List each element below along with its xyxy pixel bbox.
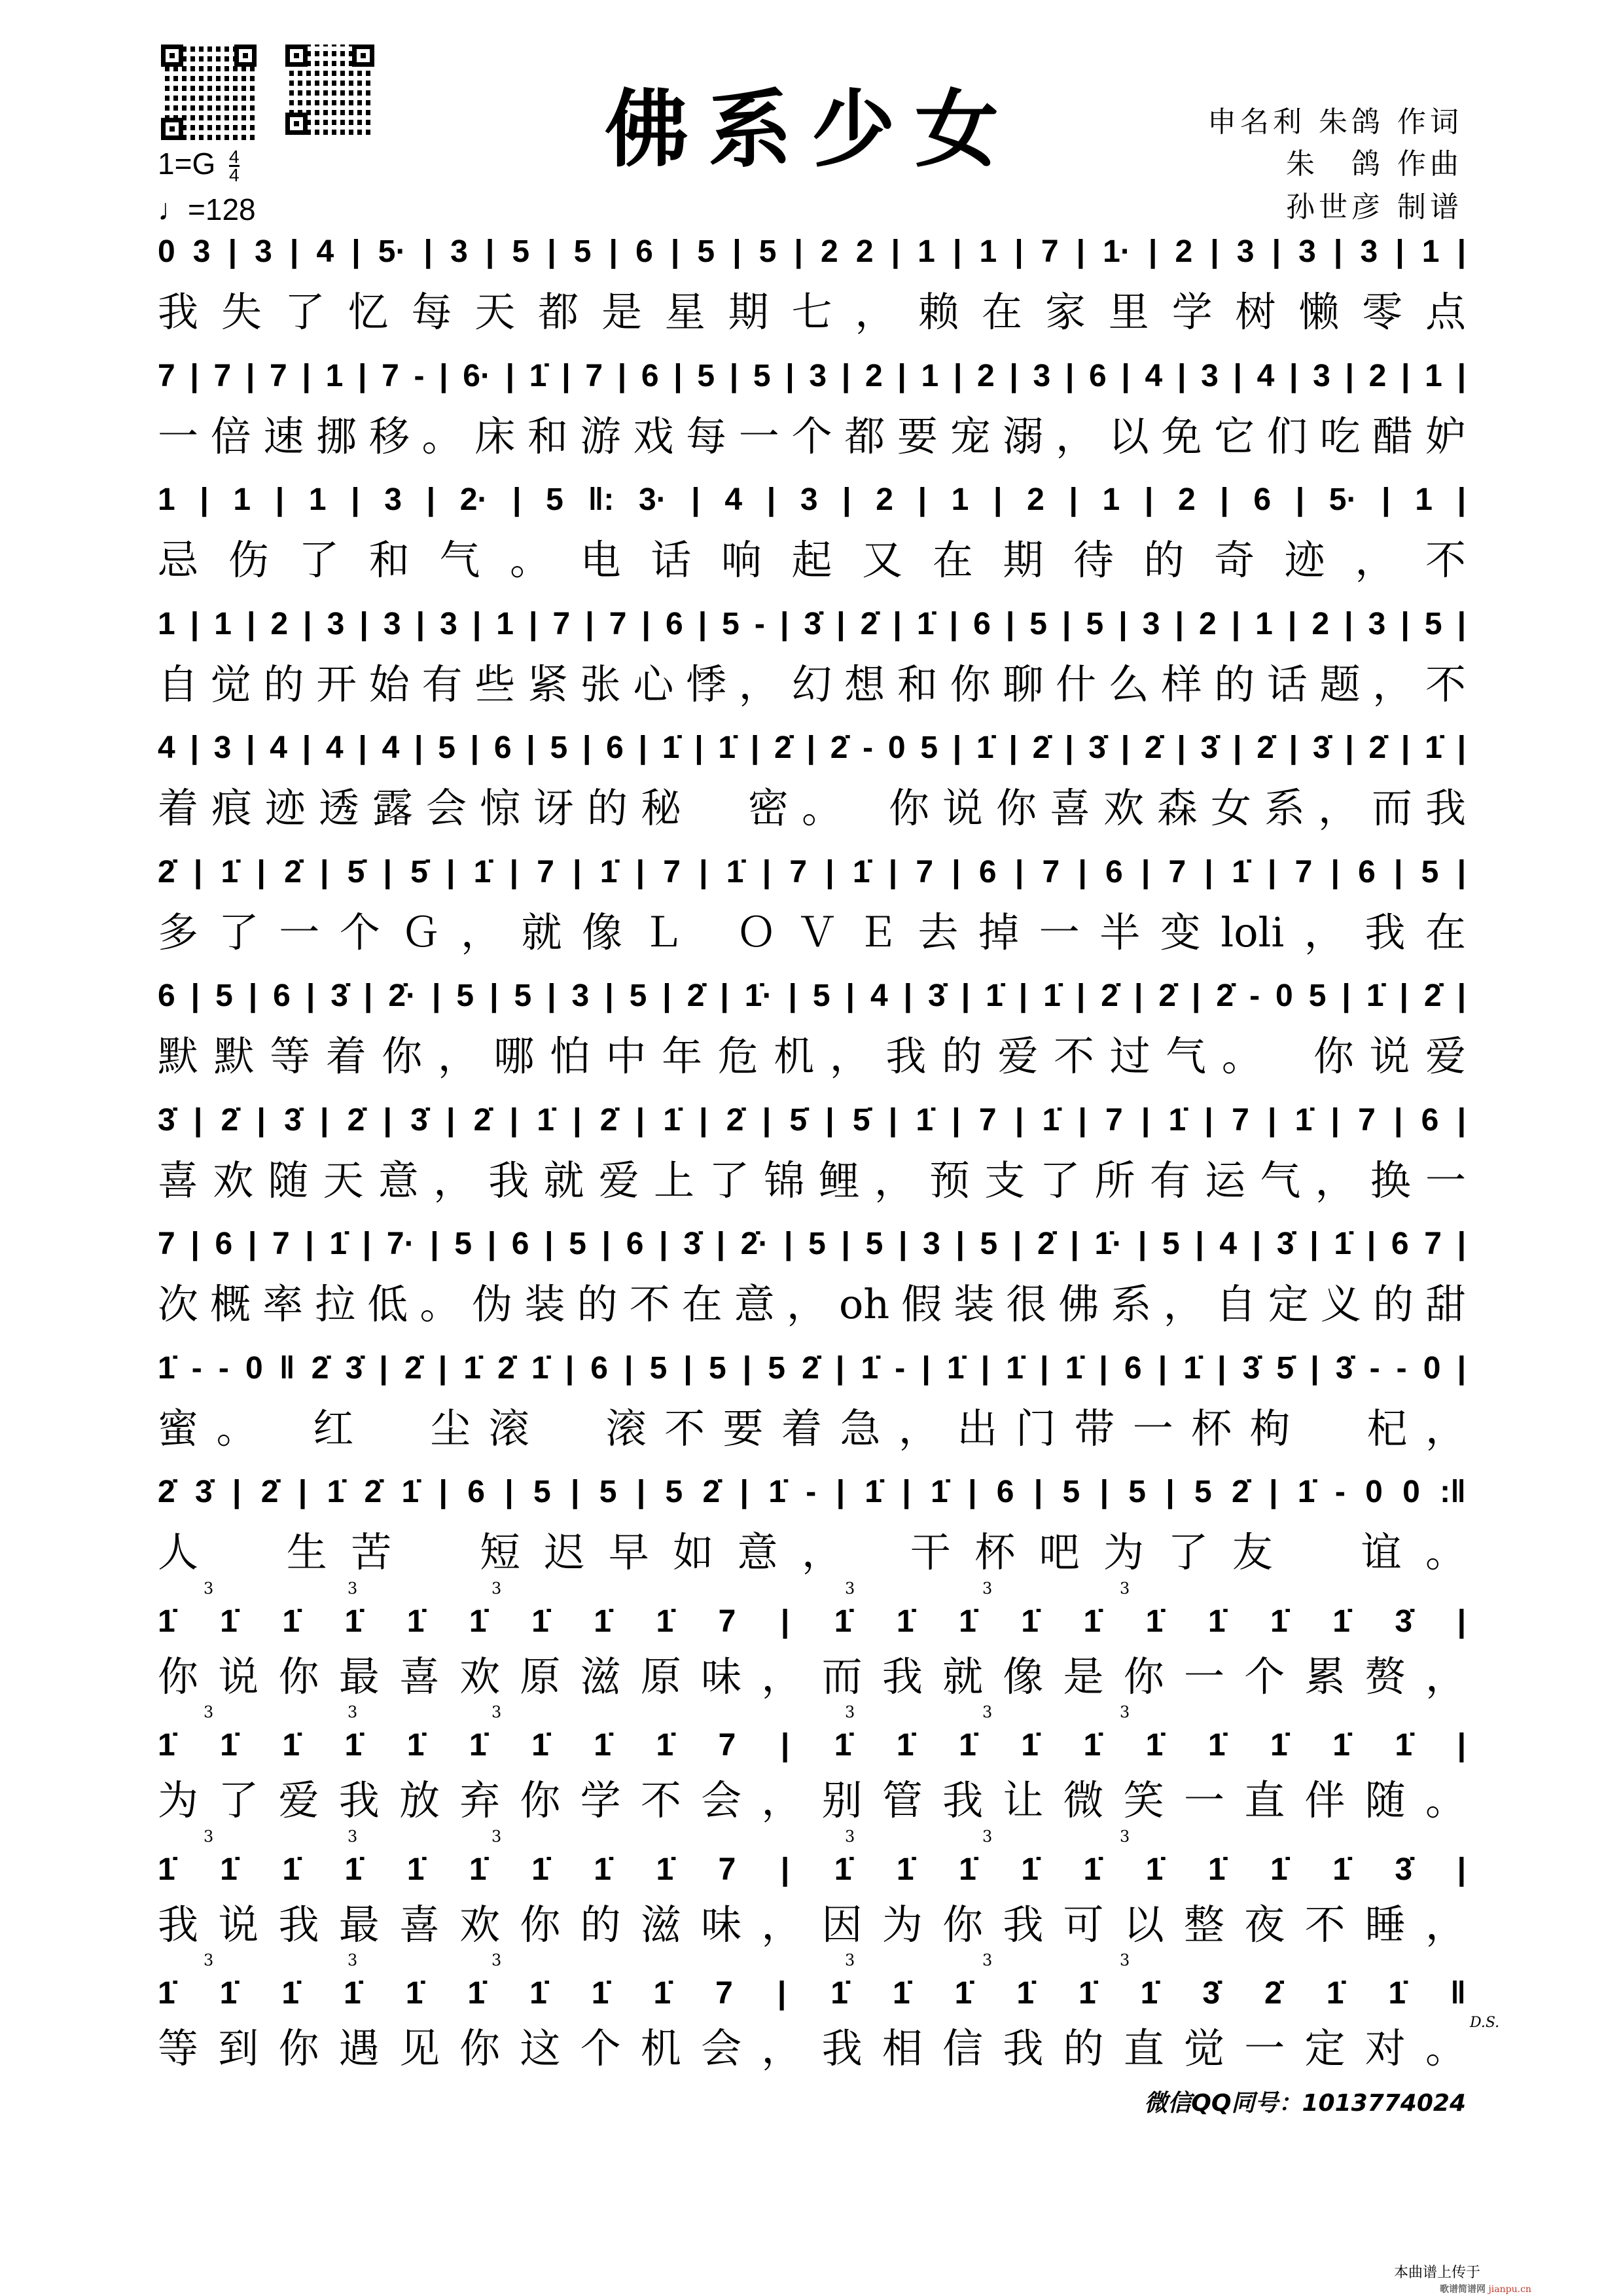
triplet-mark: 3 xyxy=(845,1951,855,1969)
triplet-mark: 3 xyxy=(204,1827,214,1846)
site-url: jianpu.cn xyxy=(1488,2284,1531,2295)
score-row xyxy=(158,232,1466,357)
triplet-mark: 3 xyxy=(982,1951,993,1969)
triplet-mark: 3 xyxy=(1120,1827,1130,1846)
score-row xyxy=(158,605,1466,729)
lyrics-line: 你说你最喜欢原滋原味，而我就像是你一个累赘， xyxy=(158,1652,1466,1700)
site-name: 歌谱简谱网 xyxy=(1440,2284,1486,2295)
score-row xyxy=(158,480,1466,605)
lyrics-line: 一倍速挪移。床和游戏每一个都要宠溺，以免它们吃醋妒 xyxy=(158,412,1466,460)
lyrics-line: 自觉的开始有些紧张心悸，幻想和你聊什么样的话题，不 xyxy=(158,660,1466,708)
lyrics-line: 蜜。 红 尘滚 滚不要着急，出门带一杯枸 杞， xyxy=(158,1404,1466,1452)
score-row xyxy=(158,1951,1466,2093)
notation-line: 1 | 1 | 1 | 3 | 2· | 5 ‖: 3· | 4 | 3 | 2 | 1 | 2 | 1 | 2 | 6 | 5· | 1 | xyxy=(158,482,1466,517)
triplet-mark: 3 xyxy=(982,1827,993,1846)
lyrics-line: 忌伤了和气。电话响起又在期待的奇迹，不 xyxy=(158,536,1466,584)
triplet-mark: 3 xyxy=(982,1703,993,1721)
notation-line: 1̇ 1̇ 1̇ 1̇ 1̇ 1̇ 1̇ 1̇ 1̇ 7 | 1̇ 1̇ 1̇ 1̇ 1̇ 1̇ 1̇ 1̇ 1̇ 3̇ | xyxy=(158,1604,1466,1639)
score-row xyxy=(158,1349,1466,1473)
site-watermark xyxy=(1440,2284,1531,2295)
triplet-mark: 3 xyxy=(491,1827,502,1846)
triplet-mark: 3 xyxy=(204,1703,214,1721)
contact-info: 微信QQ同号：1013774024 xyxy=(1144,2090,1466,2117)
lyrics-line: 我失了忆每天都是星期七，赖在家里学树懒零点 xyxy=(158,288,1466,336)
triplet-mark: 3 xyxy=(348,1827,358,1846)
notation-line: 7 | 6 | 7 | 1̇ | 7· | 5 | 6 | 5 | 6 | 3̇ | 2̇· | 5 | 5 | 3 | 5 | 2̇ | 1̇· | 5 | 4 | 3̇ | 1̇ | 6 7 | xyxy=(158,1227,1466,1261)
score-row xyxy=(158,853,1466,977)
score-row xyxy=(158,1225,1466,1349)
notation-line: 1̇ 1̇ 1̇ 1̇ 1̇ 1̇ 1̇ 1̇ 1̇ 7 | 1̇ 1̇ 1̇ 1̇ 1̇ 1̇ 1̇ 1̇ 1̇ 3̇ | xyxy=(158,1852,1466,1887)
triplet-mark: 3 xyxy=(204,1951,214,1969)
lyrics-line: 喜欢随天意，我就爱上了锦鲤，预支了所有运气，换一 xyxy=(158,1156,1466,1204)
lyrics-line: 我说我最喜欢你的滋味，因为你我可以整夜不睡， xyxy=(158,1900,1466,1948)
score-row xyxy=(158,728,1466,853)
notation-line: 2̇ 3̇ | 2̇ | 1̇ 2̇ 1̇ | 6 | 5 | 5 | 5 2̇ | 1̇ - | 1̇ | 1̇ | 6 | 5 | 5 | 5 2̇ | 1̇ - 0 0 :‖ xyxy=(158,1475,1466,1509)
notation-line: 1 | 1 | 2 | 3 | 3 | 3 | 1 | 7 | 7 | 6 | 5 - | 3̇ | 2̇ | 1̇ | 6 | 5 | 5 | 3 | 2 | 1 | 2 | 3 | 5 | xyxy=(158,606,1466,641)
triplet-mark: 3 xyxy=(348,1579,358,1598)
score-row xyxy=(158,1579,1466,1721)
score-row xyxy=(158,357,1466,481)
score xyxy=(158,232,1466,2093)
notation-line: 4 | 3 | 4 | 4 | 4 | 5 | 6 | 5 | 6 | 1̇ | 1̇ | 2̇ | 2̇ - 0 5 | 1̇ | 2̇ | 3̇ | 2̇ | 3̇ | 2̇ | 3̇ | 2̇ | 1̇ | xyxy=(158,730,1466,765)
lyrics-line: 默默等着你，哪怕中年危机，我的爱不过气。 你说爱 xyxy=(158,1032,1466,1080)
time-signature xyxy=(229,147,240,186)
score-row xyxy=(158,1827,1466,1969)
notation-line: 3̇ | 2̇ | 3̇ | 2̇ | 3̇ | 2̇ | 1̇ | 2̇ | 1̇ | 2̇ | 5̇ | 5̇ | 1̇ | 7 | 1̇ | 7 | 1̇ | 7 | 1̇ | 7 | 6 | xyxy=(158,1102,1466,1138)
notation-line: 7 | 7 | 7 | 1 | 7 - | 6· | 1̇ | 7 | 6 | 5 | 5 | 3 | 2 | 1 | 2 | 3 | 6 | 4 | 3 | 4 | 3 | 2 | 1 | xyxy=(158,358,1466,393)
notation-line: 1̇ 1̇ 1̇ 1̇ 1̇ 1̇ 1̇ 1̇ 1̇ 7 | 1̇ 1̇ 1̇ 1̇ 1̇ 1̇ 1̇ 1̇ 1̇ 1̇ | xyxy=(158,1728,1466,1763)
triplet-mark: 3 xyxy=(348,1703,358,1721)
notation-line: 1̇ 1̇ 1̇ 1̇ 1̇ 1̇ 1̇ 1̇ 1̇ 7 | 1̇ 1̇ 1̇ 1̇ 1̇ 1̇ 3̇ 2̇ 1̇ 1̇ ‖ xyxy=(158,1976,1466,2011)
score-row xyxy=(158,1101,1466,1225)
lyrics-line: 为了爱我放弃你学不会，别管我让微笑一直伴随。 xyxy=(158,1776,1466,1824)
triplet-mark: 3 xyxy=(1120,1579,1130,1598)
time-bottom: 4 xyxy=(229,165,240,186)
triplet-mark: 3 xyxy=(845,1827,855,1846)
score-row xyxy=(158,1473,1466,1597)
triplet-mark: 3 xyxy=(1120,1703,1130,1721)
key: 1=G xyxy=(158,147,216,181)
key-signature xyxy=(158,145,240,186)
lyrics-line: 等到你遇见你这个机会，我相信我的直觉一定对。 xyxy=(158,2024,1466,2072)
triplet-mark: 3 xyxy=(845,1703,855,1721)
song-title: 佛系少女 xyxy=(604,81,1018,179)
lyrics-line: 着痕迹透露会惊讶的秘 密。 你说你喜欢森女系，而我 xyxy=(158,784,1466,832)
score-row xyxy=(158,977,1466,1101)
notation-line: 2̇ | 1̇ | 2̇ | 5̇ | 5̇ | 1̇ | 7 | 1̇ | 7 | 1̇ | 7 | 1̇ | 7 | 6 | 7 | 6 | 7 | 1̇ | 7 | 6 | 5 | xyxy=(158,854,1466,889)
arranger-credit: 孙世彦 制谱 xyxy=(1286,190,1463,224)
tempo-marking: ♩=128 xyxy=(158,192,256,226)
triplet-mark: 3 xyxy=(491,1703,502,1721)
triplet-mark: 3 xyxy=(348,1951,358,1969)
score-row xyxy=(158,1703,1466,1845)
triplet-mark: 3 xyxy=(491,1951,502,1969)
lyrics-line: 多了一个Ｇ，就像Ｌ ＯＶＥ去掉一半变loli，我在 xyxy=(158,908,1466,956)
composer-credit: 朱 鸽 作曲 xyxy=(1286,147,1463,181)
lyricist-credit: 申名利 朱鸽 作词 xyxy=(1207,105,1463,139)
triplet-mark: 3 xyxy=(204,1579,214,1598)
triplet-mark: 3 xyxy=(491,1579,502,1598)
triplet-mark: 3 xyxy=(982,1579,993,1598)
notation-line: 1̇ - - 0 ‖ 2̇ 3̇ | 2̇ | 1̇ 2̇ 1̇ | 6 | 5 | 5 | 5 2̇ | 1̇ - | 1̇ | 1̇ | 1̇ | 6 | 1̇ | 3̇ 5̇ | 3̇ - - 0 | xyxy=(158,1350,1466,1386)
time-top: 4 xyxy=(229,147,240,168)
triplet-mark: 3 xyxy=(1120,1951,1130,1969)
notation-line: 6 | 5 | 6 | 3̇ | 2̇· | 5 | 5 | 3 | 5 | 2̇ | 1̇· | 5 | 4 | 3̇ | 1̇ | 1̇ | 2̇ | 2̇ | 2̇ - 0 5 | 1̇ | 2̇ | xyxy=(158,978,1466,1013)
upload-note: 本曲谱上传于 xyxy=(1394,2265,1481,2281)
notation-line: 0 3 | 3 | 4 | 5· | 3 | 5 | 5 | 6 | 5 | 5 | 2 2 | 1 | 1 | 7 | 1· | 2 | 3 | 3 | 3 | 1 | xyxy=(158,234,1466,269)
triplet-mark: 3 xyxy=(845,1579,855,1598)
ds-mark: D.S. xyxy=(1470,2015,1500,2031)
lyrics-line: 次概率拉低。伪装的不在意，oh假装很佛系，自定义的甜 xyxy=(158,1280,1466,1328)
lyrics-line: 人 生苦 短迟早如意， 干杯吧为了友 谊。 xyxy=(158,1528,1466,1576)
